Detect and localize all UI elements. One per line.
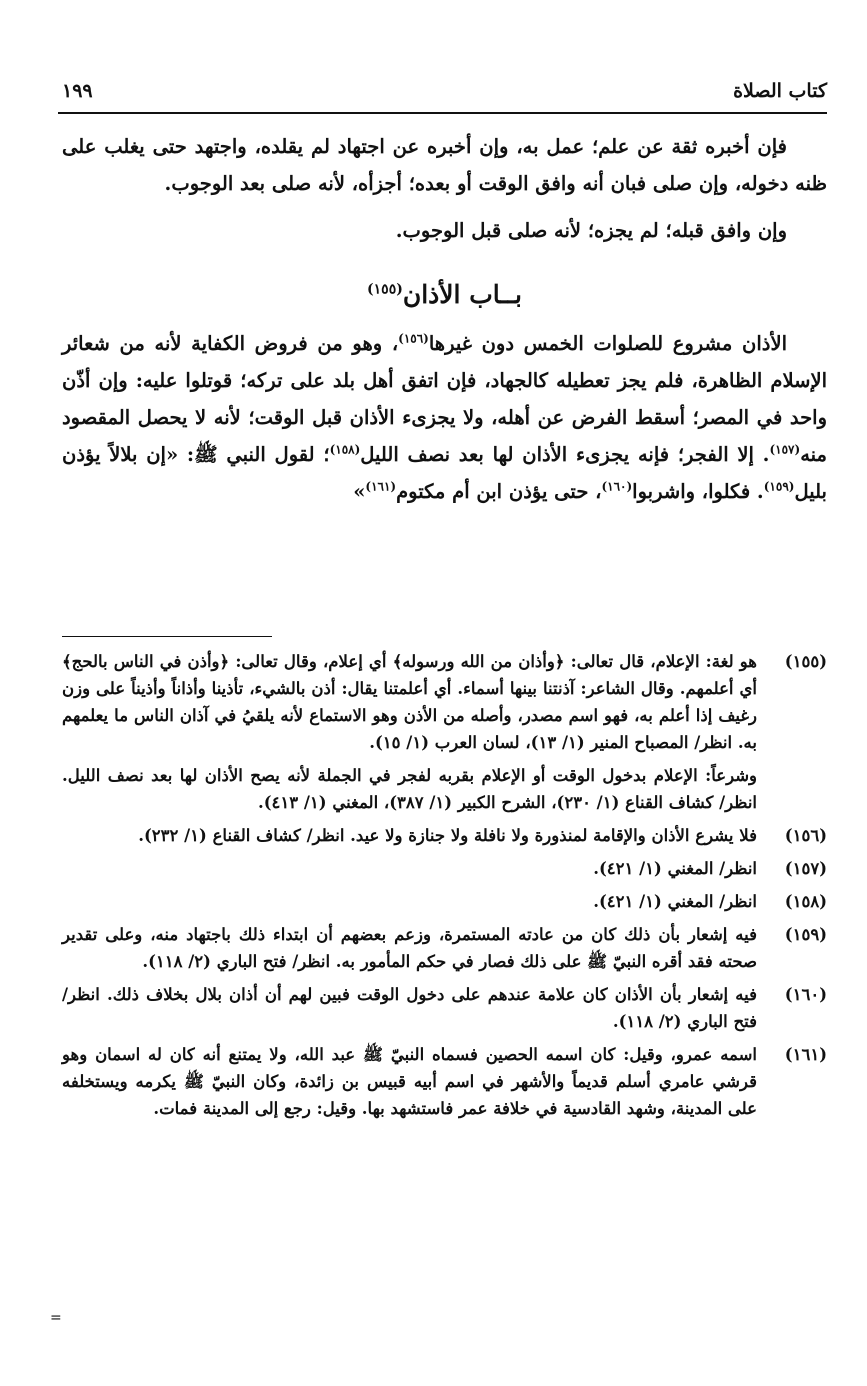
- footnote: [62, 888, 827, 915]
- adhan-paragraph: [62, 325, 827, 510]
- footnote: [62, 855, 827, 882]
- text-segment: ، حتى يؤذن ابن أم مكتوم: [396, 480, 602, 503]
- footnote-number: (١٥٩): [784, 925, 827, 944]
- footnotes-rule: [62, 636, 272, 637]
- footnote-text: فيه إشعار بأن ذلك كان من عادته المستمرة، وزعم بعضهم أن ابتداء ذلك باجتهاد منه، وعلى تقدير صحته فقد أقره النبيّ ﷺ على ذلك فصار في حكم المأمور به. انظر/ فتح الباري (٢/ ١١٨).: [62, 925, 757, 971]
- footnote-text: انظر/ المغني (١/ ٤٢١).: [593, 892, 757, 911]
- footnote-number: (١٥٨): [784, 892, 827, 911]
- footnote: [62, 981, 827, 1035]
- footnote-text: هو لغة: الإعلام، قال تعالى: ﴿وأذان من الله ورسوله﴾ أي إعلام، وقال تعالى: ﴿وأذن في الناس بالحج﴾ أي أعلمهم. وقال الشاعر: آذنتنا بينها أسماء. أي أعلمتنا يقال: أذن بالشيء، تأذينا وأذاناً وأذيناً على وزن رغيف إذا أعلم به، فهو اسم مصدر، وأصله من الأذن وهو الاستماع لأنه يلقيُ في آذان الناس ما يعلمهم به. انظر/ المصباح المنير (١/ ١٣)، لسان العرب (١/ ١٥).: [62, 652, 757, 752]
- footnote-number: (١٥٥): [784, 652, 827, 671]
- footnote-number: (١٦٠): [784, 985, 827, 1004]
- text-segment: ، وهو من فروض الكفاية لأنه من شعائر الإسلام الظاهرة، فلم يجز تعطيله كالجهاد، فإن اتفق أهل بلد على تركه؛ قوتلوا عليه: وإن أذّن واحد في المصر؛ أسقط الفرض عن أهله، ولا يجزىء الأذان قبل الوقت؛ لأنه لا يحصل المقصود منه: [62, 332, 827, 466]
- text-segment: . إلا الفجر؛ فإنه يجزىء الأذان لها بعد نصف الليل: [360, 443, 770, 466]
- paragraph-2: وإن وافق قبله؛ لم يجزه؛ لأنه صلى قبل الوجوب.: [395, 219, 787, 242]
- text-segment: »: [353, 480, 366, 503]
- running-title: كتاب الصلاة: [733, 80, 827, 102]
- footnote-ref: (١٥٨): [329, 442, 361, 457]
- footnote-number: (١٦١): [784, 1045, 827, 1064]
- footnote-text: فيه إشعار بأن الأذان كان علامة عندهم على دخول الوقت فبين لهم أن أذان بلال بخلاف ذلك. انظر/ فتح الباري (٢/ ١١٨).: [62, 985, 757, 1031]
- footnote-ref: (١٥٧): [769, 442, 801, 457]
- text-segment: ؛ لقول النبي ﷺ: «إن بلالاً يؤذن بليل: [62, 443, 827, 503]
- footnote-text: وشرعاً: الإعلام بدخول الوقت أو الإعلام بقربه لفجر في الجملة لأنه يصح الأذان لها بعد نصف الليل. انظر/ كشاف القناع (١/ ٢٣٠)، الشرح الكبير (١/ ٣٨٧)، المغني (١/ ٤١٣).: [62, 766, 757, 812]
- text-segment: . فكلوا، واشربوا: [632, 480, 764, 503]
- footnote-text: فلا يشرع الأذان والإقامة لمنذورة ولا نافلة ولا جنازة ولا عيد. انظر/ كشاف القناع (١/ ٢٣٢).: [138, 826, 757, 845]
- main-text: [62, 128, 827, 510]
- footnote-ref: (١٦١): [365, 479, 397, 494]
- footnote: [62, 1041, 827, 1122]
- running-header: [62, 62, 827, 102]
- chapter-heading: [62, 275, 827, 315]
- footnote: [62, 648, 827, 816]
- page-number: ١٩٩: [62, 80, 93, 102]
- margin-mark: =: [50, 1310, 62, 1326]
- paragraph-1: فإن أخبره ثقة عن علم؛ عمل به، وإن أخبره عن اجتهاد لم يقلده، واجتهد حتى يغلب على ظنه دخوله، وإن صلى فبان أنه وافق الوقت أو بعده؛ أجزأه، لأنه صلى بعد الوجوب.: [62, 135, 827, 195]
- footnotes: [62, 648, 827, 1128]
- footnote-ref: (١٦٠): [601, 479, 633, 494]
- footnote: [62, 921, 827, 975]
- footnote-number: (١٥٦): [784, 826, 827, 845]
- header-rule: [58, 112, 827, 114]
- footnote-text: انظر/ المغني (١/ ٤٢١).: [593, 859, 757, 878]
- footnote-text: اسمه عمرو، وقيل: كان اسمه الحصين فسماه النبيّ ﷺ عبد الله، ولا يمتنع أنه كان له اسمان وهو قرشي عامري أسلم قديماً والأشهر في اسم أبيه قبيس بن زائدة، وكان النبيّ ﷺ يكرمه ويستخلفه على المدينة، وشهد القادسية في خلافة عمر فاستشهد بها. وقيل: رجع إلى المدينة فمات.: [62, 1045, 757, 1118]
- book-page: [62, 0, 827, 1386]
- footnote-ref: (١٥٦): [398, 331, 429, 346]
- footnote-ref: (١٥٩): [763, 479, 795, 494]
- chapter-footnote-ref: (١٥٥): [367, 281, 403, 298]
- footnote-number: (١٥٧): [784, 859, 827, 878]
- text-segment: الأذان مشروع للصلوات الخمس دون غيرها: [428, 332, 787, 355]
- chapter-title: بــاب الأذان: [402, 280, 522, 309]
- footnote: [62, 822, 827, 849]
